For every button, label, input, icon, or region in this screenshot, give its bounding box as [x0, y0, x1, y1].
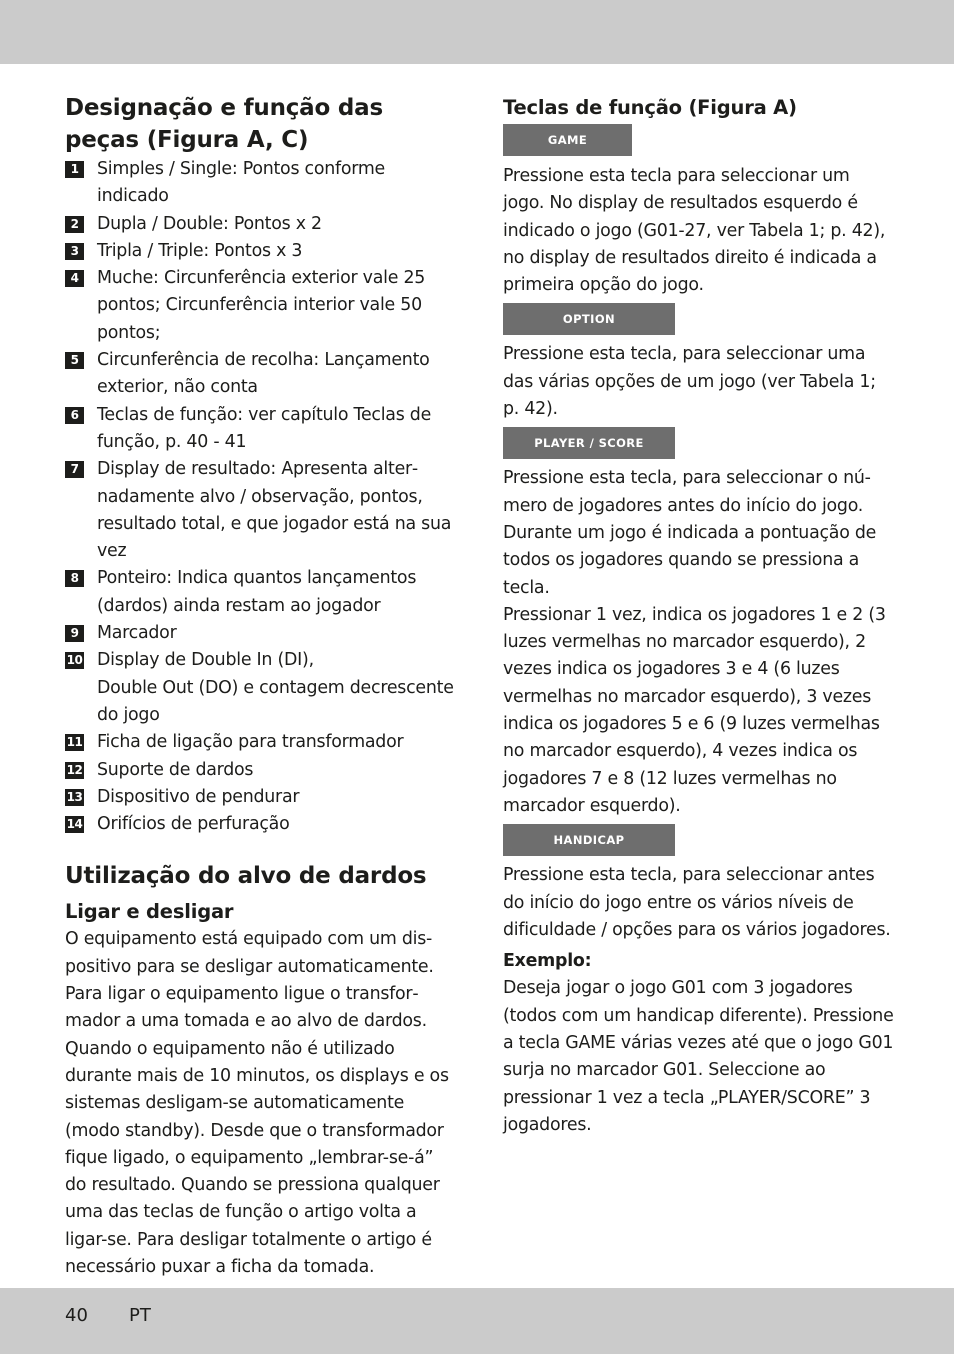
parts-list — [65, 156, 457, 838]
game-key-label: GAME — [503, 124, 632, 156]
language-code: PT — [129, 1305, 151, 1326]
usage-subtitle: Ligar e desligar — [65, 900, 234, 924]
item-number-badge: 1 — [65, 161, 84, 178]
item-number-badge: 5 — [65, 352, 84, 369]
list-item: 5 Circunferência de recolha: Lançamento exterior, não conta — [65, 347, 457, 402]
item-number-badge: 13 — [66, 789, 83, 804]
list-item: 11 Ficha de ligação para transformador — [66, 732, 404, 753]
option-description: Pressione esta tecla, para seleccionar uma das várias opções de um jogo (ver Tabela 1; p. 42). — [503, 344, 876, 420]
usage-section-title: Utilização do alvo de dardos — [65, 863, 427, 890]
list-item: 12 Suporte de dardos — [66, 759, 254, 780]
item-number-badge: 8 — [65, 570, 84, 587]
list-item: 4 Muche: Circunferência exterior vale 25 pontos; Circunferência interior vale 50 pontos; — [65, 265, 457, 347]
player-score-description: Pressione esta tecla, para seleccionar o número de jogadores antes do início do jogo. Durante um jogo é indicada a pontuação de todos os jogadores quando se pressiona a tecla. — [503, 468, 877, 598]
item-number-badge: 3 — [65, 243, 84, 260]
game-description: Pressione esta tecla para seleccionar um jogo. No display de resultados esquerdo é indicado o jogo (G01-27, ver Tabela 1; p. 42), no display de resultados direito é indicada a primeira opção do jogo. — [503, 166, 886, 296]
item-number-badge: 2 — [65, 216, 84, 233]
list-item: 6 Teclas de função: ver capítulo Teclas de função, p. 40 - 41 — [65, 402, 457, 457]
right-column — [503, 92, 895, 1139]
usage-body: O equipamento está equipado com um dispositivo para se desligar automaticamente. Para ligar o equipamento ligue o transformador a uma tomada e ao alvo de dardos. Quando o equipamento não é utilizado durante mais de 10 minutos, os displays e os sistemas desligam-se automaticamente (modo standby). Desde que o transformador fique ligado, o equipamento „lembrar-se-á” do resultado. Quando se pressiona qualquer uma das teclas de função o artigo volta a ligar-se. Para desligar totalmente o artigo é necessário puxar a ficha da tomada. — [65, 929, 449, 1277]
function-keys-title: Teclas de função (Figura A) — [503, 96, 797, 119]
list-item: 1 Simples / Single: Pontos conforme indicado — [65, 156, 457, 211]
handicap-description: Pressione esta tecla, para seleccionar antes do início do jogo entre os vários níveis de dificuldade / opções para os vários jogadores. — [503, 865, 891, 940]
list-item: 2 Dupla / Double: Pontos x 2 — [65, 211, 457, 238]
item-number-badge: 7 — [65, 461, 84, 478]
list-item: 8 Ponteiro: Indica quantos lançamentos (dardos) ainda restam ao jogador — [65, 565, 457, 620]
example-text: Deseja jogar o jogo G01 com 3 jogadores (todos com um handicap diferente). Pressione a tecla GAME várias vezes até que o jogo G01 surja no marcador G01. Seleccione ao pressionar 1 vez a tecla „PLAYER/SCORE” 3 jogadores. — [503, 978, 894, 1135]
parts-section-title: Designação e função das peças (Figura A, C) — [65, 95, 383, 153]
list-item: 14 Orifícios de perfuração — [66, 814, 290, 835]
list-item: 3 Tripla / Triple: Pontos x 3 — [65, 238, 457, 265]
item-number-badge: 11 — [66, 735, 83, 750]
item-number-badge: 14 — [66, 817, 83, 832]
item-number-badge: 4 — [65, 270, 84, 287]
handicap-key-label: HANDICAP — [503, 824, 675, 856]
item-number-badge: 10 — [66, 653, 83, 668]
option-key-label: OPTION — [503, 303, 675, 335]
list-item: 13 Dispositivo de pendurar — [66, 786, 300, 807]
example-label: Exemplo: — [503, 951, 592, 972]
list-item: 9 Marcador — [65, 620, 457, 647]
list-item: 7 Display de resultado: Apresenta alternadamente alvo / observação, pontos, resultado total, e que jogador está na sua vez — [65, 456, 457, 565]
item-number-badge: 12 — [66, 762, 83, 777]
left-column — [65, 92, 457, 1281]
page-number: 40 — [65, 1305, 88, 1326]
item-number-badge: 9 — [65, 625, 84, 642]
list-item: 10 Display de Double In (DI), Double Out (DO) e contagem decrescente do jogo — [66, 650, 454, 725]
item-number-badge: 6 — [65, 407, 84, 424]
header-band — [0, 0, 954, 64]
player-score-detail: Pressionar 1 vez, indica os jogadores 1 e 2 (3 luzes vermelhas no marcador esquerdo), 2 vezes indica os jogadores 3 e 4 (6 luzes vermelhas no marcador esquerdo), 3 vezes indica os jogadores 5 e 6 (9 luzes vermelhas no marcador esquerdo), 4 vezes indica os jogadores 7 e 8 (12 luzes vermelhas no marcador esquerdo). — [503, 604, 886, 816]
player-score-key-label: PLAYER / SCORE — [503, 427, 675, 459]
